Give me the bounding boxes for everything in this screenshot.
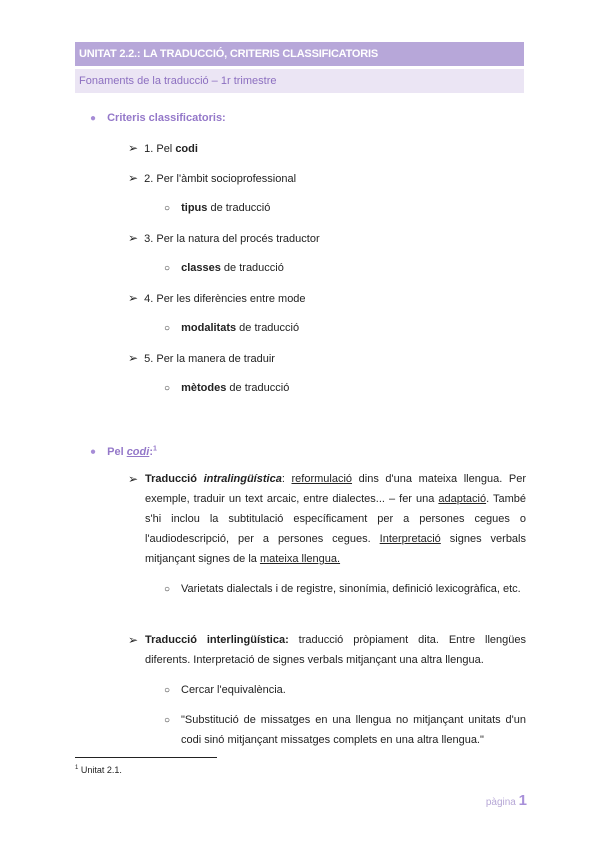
page-number: pàgina 1 xyxy=(485,792,527,809)
list-subitem: Cercar l'equivalència. xyxy=(181,684,286,696)
list-item: ➢ 2. Per l'àmbit socioprofessional xyxy=(128,171,297,185)
arrow-bullet-icon: ➢ xyxy=(128,472,139,486)
list-subitem: ○ modalitats de traducció xyxy=(164,322,300,334)
arrow-bullet-icon: ➢ xyxy=(128,291,139,305)
circle-bullet-icon: ○ xyxy=(164,203,171,214)
circle-bullet-icon: ○ xyxy=(164,383,171,394)
bullet-dot-icon: ● xyxy=(90,446,97,458)
bullet-dot-icon: ● xyxy=(90,113,97,124)
section-heading-criteris: ● Criteris classificatoris: xyxy=(90,112,226,124)
paragraph-interlinguistica: Traducció interlingüística: traducció pròpiament dita. Entre llengües diferents. Interpretació de signes verbals mitjançant una altra llengua. xyxy=(145,634,526,666)
list-subitem: "Substitució de missatges en una llengua no mitjançant unitats d'un codi sinó mitjançant missatges complets en una altra llengua." xyxy=(181,714,526,746)
footnote: $^1$ Unitat 2.1. xyxy=(75,765,122,775)
circle-bullet-icon: ○ xyxy=(164,323,171,334)
document-subtitle: Fonaments de la traducció – 1r trimestre xyxy=(75,69,524,93)
arrow-bullet-icon: ➢ xyxy=(128,351,139,365)
document-title: UNITAT 2.2.: LA TRADUCCIÓ, CRITERIS CLASSIFICATORIS xyxy=(75,42,524,66)
list-subitem: ○ classes de traducció xyxy=(164,262,284,274)
section-heading-pel-codi: ● Pel codi:$^1$ xyxy=(90,445,157,458)
arrow-bullet-icon: ➢ xyxy=(128,231,139,245)
footnote-divider xyxy=(75,757,217,758)
arrow-bullet-icon: ➢ xyxy=(128,633,139,647)
list-item: ➢ 3. Per la natura del procés traductor xyxy=(128,231,320,245)
arrow-bullet-icon: ➢ xyxy=(128,171,139,185)
list-subitem: ○ mètodes de traducció xyxy=(164,382,290,394)
list-item: ➢ 5. Per la manera de traduir xyxy=(128,351,275,365)
list-subitem: Varietats dialectals i de registre, sinonímia, definició lexicogràfica, etc. xyxy=(181,583,521,595)
circle-bullet-icon: ○ xyxy=(164,715,171,726)
list-item: ➢ 4. Per les diferències entre mode xyxy=(128,291,306,305)
paragraph-intralinguistica: Traducció intralingüística: reformulació dins d'una mateixa llengua. Per exemple, traduir un text arcaic, entre dialectes... – fer una adaptació. També s'hi inclou la subtitulació específicament per a persones cegues o l'audiodescripció, per a persones cegues. Interpretació signes verbals mitjançant signes de la mateixa llengua. xyxy=(145,473,526,565)
arrow-bullet-icon: ➢ xyxy=(128,141,139,155)
list-item: ➢ 1. Pel codi xyxy=(128,141,198,155)
list-subitem: ○ tipus de traducció xyxy=(164,202,271,214)
circle-bullet-icon: ○ xyxy=(164,685,171,696)
circle-bullet-icon: ○ xyxy=(164,263,171,274)
circle-bullet-icon: ○ xyxy=(164,584,171,595)
